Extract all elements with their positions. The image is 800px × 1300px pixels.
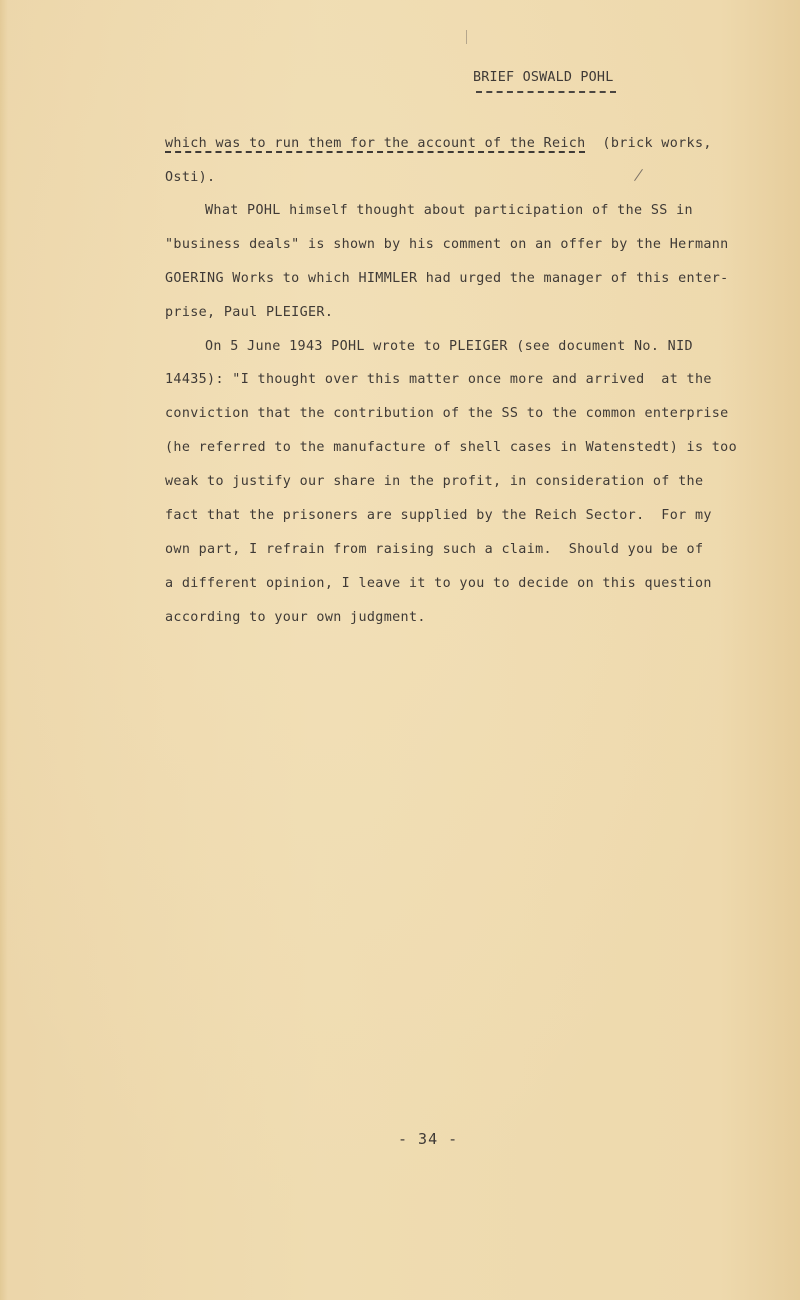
paragraph-first-line: What POHL himself thought about participation of the SS in xyxy=(205,203,693,218)
text-line xyxy=(165,136,712,151)
text-line: conviction that the contribution of the SS to the common enterprise xyxy=(165,406,729,421)
paragraph-first-line: On 5 June 1943 POHL wrote to PLEIGER (see document No. NID xyxy=(205,339,693,354)
text-line: Osti). xyxy=(165,170,216,185)
text-line: fact that the prisoners are supplied by the Reich Sector. For my xyxy=(165,508,712,523)
pencil-mark xyxy=(634,169,643,181)
text-line: own part, I refrain from raising such a claim. Should you be of xyxy=(165,542,704,557)
text-line: according to your own judgment. xyxy=(165,610,426,625)
paper-speck xyxy=(466,30,467,44)
header-underline xyxy=(476,91,616,93)
text-line: a different opinion, I leave it to you to decide on this question xyxy=(165,576,712,591)
text-line: GOERING Works to which HIMMLER had urged the manager of this enter- xyxy=(165,271,729,286)
text-fragment: (brick works, xyxy=(585,136,712,151)
underlined-phrase: which was to run them for the account of the Reich xyxy=(165,136,586,151)
document-header: BRIEF OSWALD POHL xyxy=(473,70,614,85)
text-line: "business deals" is shown by his comment on an offer by the Hermann xyxy=(165,237,729,252)
text-line: (he referred to the manufacture of shell cases in Watenstedt) is too xyxy=(165,440,738,455)
text-line: weak to justify our share in the profit, in consideration of the xyxy=(165,474,704,489)
text-line: 14435): "I thought over this matter once more and arrived at the xyxy=(165,372,712,387)
page-number: - 34 - xyxy=(398,1130,459,1148)
text-line: prise, Paul PLEIGER. xyxy=(165,305,334,320)
